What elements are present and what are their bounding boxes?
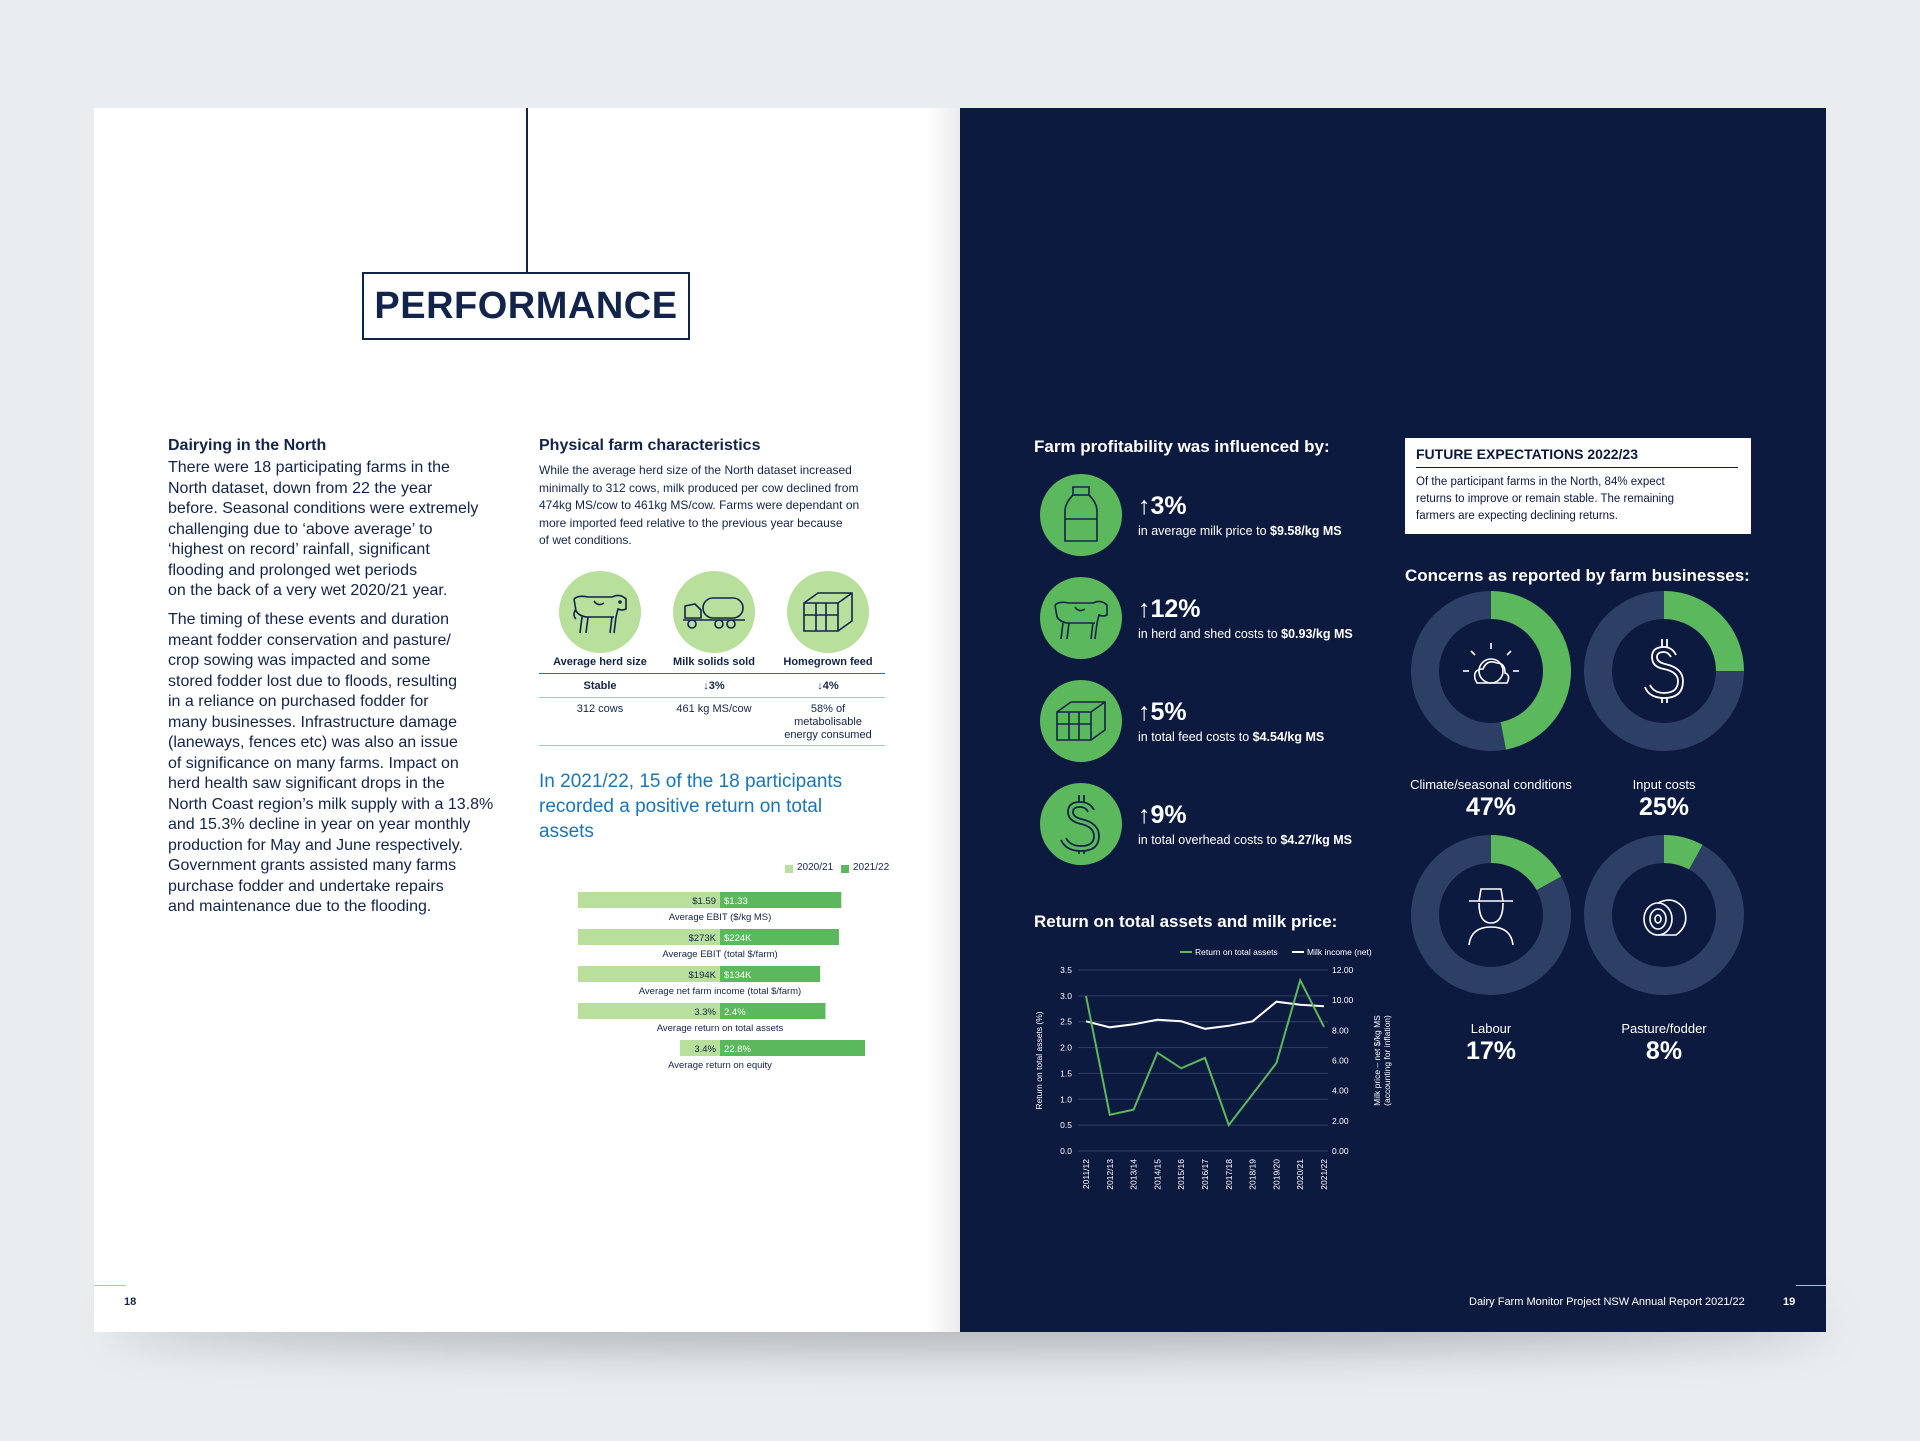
- sun-cloud-icon: [1463, 643, 1519, 683]
- influence-description: [1138, 627, 1353, 641]
- y-tick-label: 0.0: [1060, 1146, 1072, 1156]
- influence-value: $0.93/kg MS: [1281, 627, 1353, 641]
- influence-percent-value: 3%: [1150, 492, 1187, 520]
- butterfly-bar-chart: [520, 880, 900, 1080]
- physical-heading: Physical farm characteristics: [539, 437, 761, 454]
- legend-label-2020-21: 2020/21: [797, 862, 834, 873]
- future-expectations-text: Of the participant farms in the North, 84% expect returns to improve or remain stable. The remaining farmers are expecting declining returns.: [1416, 476, 1675, 522]
- future-rule: [1416, 467, 1738, 468]
- footer-rule-right: [1796, 1285, 1826, 1286]
- y-tick-label: 3.0: [1060, 990, 1072, 1001]
- table-trend-herd: Stable: [583, 680, 617, 692]
- y-tick-label: 2.5: [1060, 1016, 1072, 1027]
- influence-percent: [1138, 492, 1187, 521]
- title-connector-line: [526, 108, 528, 272]
- concern-label: Climate/seasonal conditions: [1410, 777, 1572, 792]
- x-tick-label: 2011/12: [1081, 1159, 1091, 1190]
- cow-icon: [1040, 577, 1122, 659]
- page-number-right: 19: [1783, 1296, 1796, 1308]
- y-tick-label: 1.0: [1060, 1094, 1072, 1105]
- table-value-milk: 461 kg MS/cow: [676, 703, 752, 715]
- table-header-herd: Average herd size: [553, 656, 647, 668]
- y2-tick-label: 10.00: [1332, 995, 1354, 1006]
- concern-percent: 47%: [1465, 793, 1517, 821]
- influence-description: [1138, 833, 1352, 847]
- return-and-milk-price-chart: [1028, 938, 1398, 1198]
- y-tick-label: 0.5: [1060, 1120, 1072, 1131]
- bar-category-label: Average return on total assets: [656, 1023, 784, 1034]
- bar-category-label: Average net farm income (total $/farm): [638, 986, 802, 997]
- bar-label-2021-22: 22.8%: [724, 1044, 751, 1055]
- hay-bale-icon: [1040, 680, 1122, 762]
- bar-category-label: Average EBIT ($/kg MS): [668, 912, 772, 923]
- concern-donut: [1401, 581, 1581, 761]
- influence-value: $4.27/kg MS: [1280, 833, 1353, 847]
- cow-icon: [559, 571, 641, 653]
- up-arrow-icon: ↑: [1138, 492, 1151, 520]
- concerns-heading: Concerns as reported by farm businesses:: [1405, 566, 1750, 585]
- influence-text: in total overhead costs to: [1138, 833, 1281, 847]
- influence-percent-value: 9%: [1150, 801, 1187, 829]
- x-tick-label: 2019/20: [1271, 1159, 1282, 1190]
- y2-tick-label: 2.00: [1332, 1115, 1349, 1126]
- x-tick-label: 2015/16: [1176, 1159, 1187, 1190]
- bar-label-2020-21: $1.59: [692, 896, 716, 907]
- page-number-left: 18: [124, 1296, 137, 1308]
- table-divider: [539, 697, 885, 698]
- table-value-herd: 312 cows: [576, 703, 624, 715]
- y2-tick-label: 12.00: [1332, 965, 1354, 975]
- table-header-feed: Homegrown feed: [783, 656, 873, 668]
- footer-report-title: Dairy Farm Monitor Project NSW Annual Report 2021/22: [1469, 1296, 1745, 1308]
- bar-label-2020-21: $194K: [688, 970, 716, 981]
- y-axis-label: Return on total assets (%): [1034, 1011, 1044, 1110]
- y-tick-label: 1.5: [1060, 1068, 1072, 1079]
- x-tick-label: 2016/17: [1200, 1159, 1210, 1190]
- concern-percent: 25%: [1638, 793, 1690, 821]
- influenced-heading: Farm profitability was influenced by:: [1034, 437, 1330, 456]
- influence-description: [1138, 524, 1342, 538]
- hay-roll-icon: [1644, 900, 1686, 935]
- line-return-on-assets: [1086, 980, 1324, 1125]
- bar-category-label: Average EBIT (total $/farm): [662, 949, 778, 960]
- x-tick-label: 2012/13: [1104, 1159, 1115, 1190]
- influence-percent-value: 5%: [1150, 698, 1187, 726]
- dairying-paragraph-1: There were 18 participating farms in the North dataset, down from 22 the year before. Seasonal conditions were extremely challenging due to ‘above average’ to ‘highest on record’ rainfall, significant flooding and prolonged wet periods on the back of a very wet 2020/21 year.: [168, 459, 479, 599]
- table-value-feed: 58% of metabolisable energy consumed: [784, 703, 872, 741]
- milk-bottle-icon: [1040, 474, 1122, 556]
- table-divider: [539, 745, 885, 746]
- y2-axis-label-line2: (accounting for inflation): [1382, 1015, 1392, 1106]
- table-header-milk: Milk solids sold: [673, 656, 755, 668]
- page-title: PERFORMANCE: [362, 272, 690, 340]
- donut-segment: [1491, 835, 1561, 890]
- bar-label-2020-21: $273K: [688, 933, 716, 944]
- concern-percent: 17%: [1465, 1037, 1517, 1065]
- y2-tick-label: 8.00: [1332, 1025, 1349, 1036]
- up-arrow-icon: ↑: [1138, 801, 1151, 829]
- y2-tick-label: 4.00: [1332, 1085, 1349, 1096]
- legend-label-return: Return on total assets: [1195, 947, 1278, 957]
- x-tick-label: 2013/14: [1128, 1159, 1139, 1190]
- up-arrow-icon: ↑: [1138, 698, 1151, 726]
- influence-percent: [1138, 595, 1201, 624]
- dairying-heading: Dairying in the North: [168, 437, 327, 454]
- bar-label-2021-22: $1.33: [724, 896, 748, 907]
- legend-swatch-2020-21: [785, 865, 793, 873]
- y-tick-label: 3.5: [1060, 965, 1072, 975]
- concern-donut: [1574, 581, 1754, 761]
- x-tick-label: 2020/21: [1295, 1159, 1306, 1190]
- concern-donut: [1401, 825, 1581, 1005]
- influence-value: $9.58/kg MS: [1270, 524, 1342, 538]
- table-trend-milk: ↓3%: [703, 680, 725, 692]
- concern-percent: 8%: [1645, 1037, 1683, 1065]
- dairying-paragraph-2: The timing of these events and duration meant fodder conservation and pasture/ crop sowing was impacted and some stored fodder lost due to floods, resulting in a reliance on purchased fodder for many businesses. Infrastructure damage (laneways, fences etc) was also an issue of significance on many farms. Impact on herd health saw significant drops in the North Coast region’s milk supply with a 13.8% and 15.3% decline in year on year monthly production for May and June respectively. Government grants assisted many farms purchase fodder and undertake repairs and maintenance due to the flooding.: [168, 611, 494, 915]
- legend-swatch-2021-22: [841, 865, 849, 873]
- influence-percent-value: 12%: [1150, 595, 1201, 623]
- line-chart-heading: Return on total assets and milk price:: [1034, 912, 1338, 931]
- influence-text: in herd and shed costs to: [1138, 627, 1282, 641]
- x-tick-label: 2017/18: [1223, 1159, 1234, 1190]
- influence-value: $4.54/kg MS: [1252, 730, 1325, 744]
- footer-rule-left: [94, 1285, 126, 1286]
- bar-category-label: Average return on equity: [668, 1060, 772, 1071]
- donut-track: [1598, 849, 1730, 981]
- legend-label-milk: Milk income (net): [1307, 947, 1372, 957]
- bar-label-2021-22: $224K: [724, 933, 752, 944]
- x-tick-label: 2018/19: [1247, 1159, 1258, 1190]
- dollar-icon: [1645, 639, 1683, 703]
- legend-label-2021-22: 2021/22: [853, 862, 890, 873]
- y2-axis-label: Milk price – net $/kg MS: [1372, 1015, 1382, 1106]
- influence-text: in total feed costs to: [1138, 730, 1253, 744]
- influence-text: in average milk price to: [1138, 524, 1271, 538]
- concern-label: Pasture/fodder: [1621, 1021, 1707, 1036]
- influence-percent: [1138, 801, 1187, 830]
- page-gutter: [925, 108, 960, 1332]
- influence-percent: [1138, 698, 1187, 727]
- hay-bale-icon: [787, 571, 869, 653]
- x-tick-label: 2014/15: [1152, 1159, 1163, 1190]
- concern-label: Labour: [1470, 1021, 1512, 1036]
- y2-tick-label: 6.00: [1332, 1055, 1349, 1066]
- concern-label: Input costs: [1632, 777, 1696, 792]
- donut-segment: [1664, 591, 1744, 671]
- bar-label-2021-22: 2.4%: [724, 1007, 746, 1018]
- highlight-text: In 2021/22, 15 of the 18 participants recorded a positive return on total assets: [539, 771, 843, 842]
- milk-tanker-icon: [673, 571, 755, 653]
- x-tick-label: 2021/22: [1319, 1159, 1329, 1190]
- y-tick-label: 2.0: [1060, 1042, 1072, 1053]
- bar-label-2020-21: 3.4%: [694, 1044, 716, 1055]
- table-trend-feed: ↓4%: [817, 680, 839, 692]
- bar-label-2021-22: $134K: [724, 970, 752, 981]
- future-expectations-title: FUTURE EXPECTATIONS 2022/23: [1416, 446, 1638, 462]
- bar-label-2020-21: 3.3%: [694, 1007, 716, 1018]
- dollar-icon: [1040, 783, 1122, 865]
- table-divider: [539, 673, 885, 674]
- up-arrow-icon: ↑: [1138, 595, 1151, 623]
- influence-description: [1138, 730, 1324, 744]
- y2-tick-label: 0.00: [1332, 1146, 1349, 1156]
- physical-text: While the average herd size of the North dataset increased minimally to 312 cows, milk produced per cow declined from 474kg MS/cow to 461kg MS/cow. Farms were dependant on more imported feed relative to the previous year because of wet conditions.: [539, 463, 860, 547]
- farmer-icon: [1469, 889, 1513, 945]
- concern-donut: [1574, 825, 1754, 1005]
